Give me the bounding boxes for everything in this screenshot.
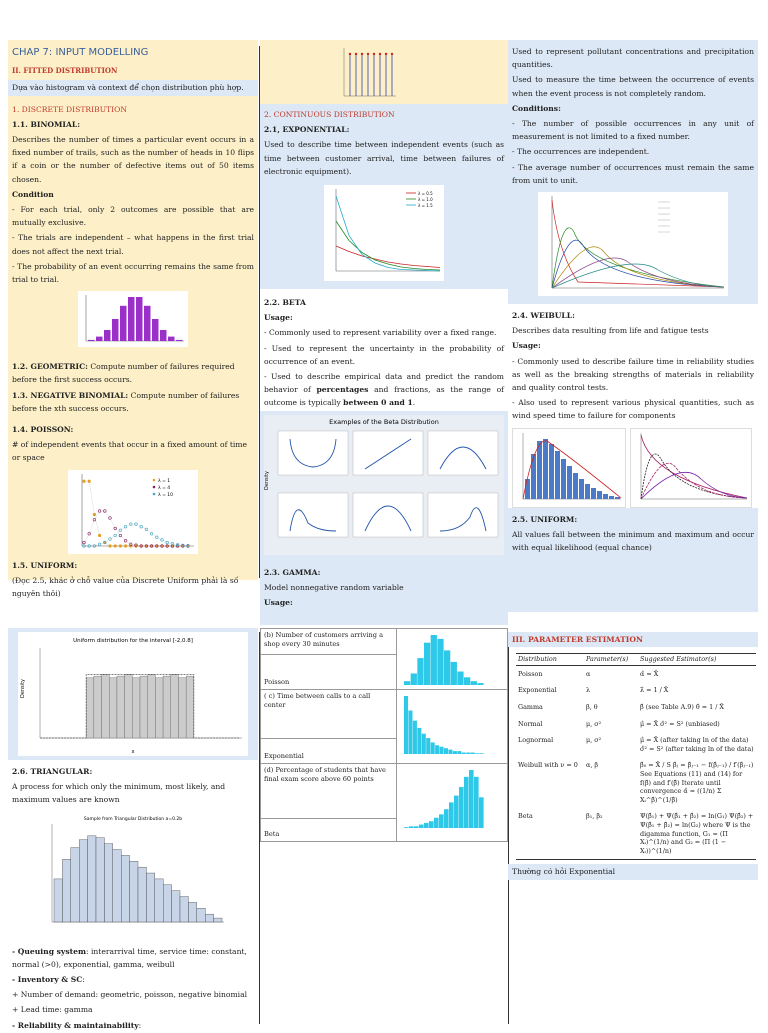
weibull-usage: Usage: — [512, 341, 541, 351]
poisson-chart — [68, 470, 198, 554]
gamma-cond-2: - The occurrences are independent. — [512, 147, 650, 157]
beta-hist — [400, 766, 490, 830]
estimator-row — [516, 665, 756, 682]
example-hist-bar — [417, 658, 423, 685]
binomial-heading: 1.1. BINOMIAL: — [12, 119, 81, 129]
triangular-bar — [130, 861, 138, 922]
example-hist-bar — [457, 672, 463, 685]
uniform-bar — [125, 675, 133, 738]
weibull-bar — [525, 479, 530, 499]
example-hist-bar — [469, 770, 474, 828]
estimator-cell-e: α̂ = X̄ — [640, 669, 659, 678]
estimator-cell-p: β, θ — [586, 702, 598, 711]
poisson-legend-label: λ = 10 — [158, 492, 174, 498]
gamma-cond-3: - The average number of occurrences must remain the same from unit to unit. — [512, 162, 754, 185]
exp-heading: 2.1, EXPONENTIAL: — [264, 125, 350, 135]
triangular-bar — [163, 884, 171, 921]
binomial-desc: Describes the number of times a particular event occurs in a fixed number of trails, such as the number of heads in 10 flips if a coin or the number of defective items out of 50 items chosen. — [12, 135, 254, 184]
column-3 — [508, 40, 758, 580]
weibull-bar — [579, 479, 584, 499]
example-hist-bar — [424, 823, 429, 828]
example-hist-bar — [444, 809, 449, 828]
example-hist-bar — [422, 734, 426, 754]
estimator-cell-d: Beta — [518, 812, 533, 821]
example-hist-bar — [471, 753, 475, 754]
estimator-row — [516, 808, 756, 859]
geometric-heading: 1.2. GEOMETRIC: — [12, 362, 88, 372]
uniform-bar — [178, 678, 186, 738]
uniform-bar — [155, 678, 163, 738]
triangular-bar — [71, 847, 79, 921]
example-hist-bar — [413, 721, 417, 754]
example-hist-bar — [464, 777, 469, 828]
page-1 — [0, 40, 768, 608]
example-hist-bar — [411, 673, 417, 685]
uniform-heading: 2.5. UNIFORM: — [512, 514, 578, 524]
estimator-row — [516, 732, 756, 757]
gamma-text: Model nonnegative random variable — [264, 582, 404, 592]
triangular-bar — [54, 879, 62, 922]
example-d-answer: Beta — [261, 819, 397, 842]
geometric-text: Compute number of failures required before the first success occurs. — [12, 362, 235, 385]
hdr-parameters: Parameter(s) — [586, 655, 629, 664]
example-hist-bar — [444, 650, 450, 685]
example-hist-bar — [479, 753, 483, 754]
poisson-hist — [400, 631, 490, 687]
beta-2: - Used to represent the uncertainty in the probability of occurrence of an event. — [264, 343, 504, 366]
binomial-bar — [96, 337, 103, 341]
uniform-bar — [117, 676, 125, 738]
weibull-bar — [567, 466, 572, 499]
poisson-legend-label: λ = 4 — [158, 485, 171, 491]
cond-3: - The probability of an event occurring remains the same from trial to trial. — [12, 261, 254, 285]
beta-ylabel: Density — [264, 470, 270, 490]
binomial-bar — [144, 306, 151, 341]
triangular-bar — [155, 879, 163, 922]
triangular-bar — [172, 890, 180, 921]
poisson-point — [114, 534, 117, 537]
triangular-bar — [197, 908, 205, 922]
triangular-chart-title: Sample from Triangular Distribution a=0.2b — [83, 816, 183, 822]
uniform-bar — [132, 678, 140, 738]
negbin-text: Compute number of failures before the xth success occurs. — [12, 390, 240, 413]
gamma-usage: Usage: — [264, 598, 293, 608]
triangular-bar — [96, 837, 104, 921]
poisson-point — [109, 537, 112, 540]
uniform-discrete-text: (Đọc 2.5, khác ở chỗ value của Discrete Uniform phải là số nguyên thôi) — [12, 575, 239, 599]
estimator-cell-e: λ̂ = 1 / X̄ — [640, 686, 669, 695]
example-hist-bar — [419, 825, 424, 828]
uniform-bar — [163, 676, 171, 738]
estimator-cell-d: Weibull with ν = 0 — [518, 761, 578, 770]
example-hist-bar — [457, 751, 461, 754]
example-c: ( c) Time between calls to a call center — [261, 690, 397, 739]
binomial-bar — [112, 319, 119, 341]
example-hist-bar — [426, 738, 430, 754]
triangular-bar — [146, 873, 154, 922]
example-hist-bar — [417, 728, 421, 754]
binomial-bar — [176, 340, 183, 341]
beta-examples-chart — [264, 415, 504, 555]
poisson-text: # of independent events that occur in a fixed amount of time or space — [12, 440, 247, 463]
estimator-cell-d: Normal — [518, 719, 543, 728]
beta-1: - Commonly used to represent variability over a fixed range. — [264, 328, 497, 338]
uniform-xlabel: x — [131, 749, 135, 755]
example-hist-bar — [431, 635, 437, 685]
example-hist-bar — [408, 711, 412, 755]
triangular-bar — [138, 867, 146, 922]
uniform-chart-title: Uniform distribution for the interval [-2,0.8] — [73, 638, 193, 644]
example-hist-bar — [439, 747, 443, 754]
exponential-legend-label: λ = 0.5 — [418, 191, 433, 197]
weibull-bar — [543, 439, 548, 499]
section-continuous: 2. CONTINUOUS DISTRIBUTION — [264, 110, 395, 119]
example-hist-bar — [439, 814, 444, 828]
poisson-legend-marker — [153, 492, 156, 495]
poisson-point — [124, 539, 127, 542]
uniform-bar — [86, 678, 94, 738]
weibull-bar — [561, 459, 566, 499]
triangular-heading: 2.6. TRIANGULAR: — [12, 767, 93, 776]
poisson-point — [156, 536, 159, 539]
uniform-text: All values fall between the minimum and maximum and occur with equal likelihood (equal chance) — [512, 529, 754, 553]
weibull-histogram — [512, 428, 626, 508]
uniform-bar — [140, 676, 148, 738]
example-hist-bar — [404, 827, 409, 828]
fitted-note: Dựa vào histogram và context để chọn distribution phù hợp. — [12, 83, 244, 93]
gamma-chart — [538, 192, 728, 296]
weibull-bar — [549, 444, 554, 499]
estimator-cell-e: β̂₀ = X̄ / S β̂ⱼ = β̂ⱼ₋₁ − f(β̂ⱼ₋₁) / f′(β̂ⱼ₋₁) See Equations (11) and (14) for f(β̂) and f′(β̂) Iterate until convergence α̂ = ((1/n) Σ Xᵢ^β̂)^(1/β̂) — [640, 761, 754, 804]
weibull-bar — [615, 497, 620, 499]
binomial-bar — [152, 319, 159, 341]
example-d: (d) Percentage of students that have final exam score above 60 points — [261, 764, 397, 819]
example-hist-bar — [409, 826, 414, 828]
uniform-bar — [186, 676, 194, 738]
cond-1: - For each trial, only 2 outcomes are possible that are mutually exclusive. — [12, 205, 254, 228]
binomial-bar — [120, 306, 127, 341]
exponential-legend-label: λ = 1.5 — [418, 203, 433, 209]
discrete-uniform-chart — [338, 44, 398, 102]
example-hist-bar — [454, 796, 459, 828]
binomial-bar — [88, 340, 95, 341]
example-hist-bar — [449, 802, 454, 828]
example-hist-bar — [475, 753, 479, 754]
queuing-label: - Queuing system — [12, 946, 86, 956]
p2-column-3 — [508, 628, 758, 1024]
exponential-hist — [400, 692, 490, 756]
triangular-bar — [205, 914, 213, 922]
example-hist-bar — [464, 677, 470, 685]
triangular-text: A process for which only the minimum, most likely, and maximum values are known — [12, 782, 226, 805]
weibull-bar — [597, 491, 602, 499]
weibull-bar — [585, 484, 590, 499]
section-param-est: III. PARAMETER ESTIMATION — [512, 635, 643, 644]
weibull-bar — [531, 454, 536, 499]
example-hist-bar — [466, 753, 470, 754]
weibull-bar — [537, 441, 542, 499]
example-hist-bar — [404, 696, 408, 754]
weibull-heading: 2.4. WEIBULL: — [512, 311, 575, 321]
estimator-cell-e: Ψ(β̂₁) + Ψ(β̂₁ + β̂₂) = ln(G₁) Ψ(β̂₂) + Ψ(β̂₁ + β̂₂) = ln(G₂) where Ψ is the digamma function, G₁ = (Π Xᵢ)^(1/n) and G₂ = (Π (1 − Xᵢ))^(1/n) — [640, 812, 754, 855]
triangular-bar — [180, 896, 188, 921]
example-hist-bar — [451, 662, 457, 685]
triangular-bar — [62, 859, 70, 922]
uniform-bar — [102, 675, 110, 738]
estimator-cell-d: Exponential — [518, 686, 557, 695]
example-hist-bar — [448, 750, 452, 754]
estimator-cell-p: λ — [586, 686, 591, 695]
weibull-pdf-chart — [630, 428, 752, 508]
column-1 — [8, 40, 258, 599]
condition-heading: Condition — [12, 189, 54, 199]
example-hist-bar — [414, 826, 419, 828]
example-b: (b) Number of customers arriving a shop every 30 minutes — [261, 629, 397, 655]
estimator-row — [516, 757, 756, 808]
triangular-bar — [188, 902, 196, 922]
param-note: Thường có hỏi Exponential — [512, 867, 616, 877]
example-hist-bar — [431, 742, 435, 754]
weibull-2: - Also used to represent various physical quantities, such as wind speed time to failure for components — [512, 398, 754, 421]
weibull-bar — [573, 473, 578, 499]
inventory-label: - Inventory & SC — [12, 975, 83, 985]
gamma-heading: 2.3. GAMMA: — [264, 567, 321, 577]
poisson-heading: 1.4. POISSON: — [12, 425, 74, 435]
binomial-bar — [168, 337, 175, 341]
beta-fig-title: Examples of the Beta Distribution — [329, 417, 439, 426]
weibull-1: - Commonly used to describe failure time in reliability studies as well as the breaking strengths of materials in reliability and quality control tests. — [512, 356, 754, 393]
estimator-cell-d: Lognormal — [518, 736, 554, 745]
beta-3: - Used to describe empirical data and predict the random behavior of percentages and fractions, as the range of outcome is typically between 0 and 1. — [264, 372, 504, 408]
example-hist-bar — [474, 777, 479, 828]
weibull-bar — [609, 496, 614, 499]
poisson-point — [161, 538, 164, 541]
gamma-use-2: Used to measure the time between the occurrence of events when the event process is not completely random. — [512, 75, 754, 98]
column-2 — [260, 40, 508, 608]
beta-usage: Usage: — [264, 313, 293, 323]
queuing-text: : interarrival time, service time: constant, normal (>0), exponential, gamma, weibull — [12, 946, 247, 969]
example-hist-bar — [453, 751, 457, 754]
estimator-cell-p: μ, σ² — [586, 736, 602, 745]
hdr-distribution: Distribution — [518, 655, 557, 664]
binomial-bar — [160, 330, 167, 341]
estimator-cell-e: μ̂ = X̄ (after taking ln of the data) σ̂² = S² (after taking ln of the data) — [640, 736, 754, 753]
exponential-chart — [324, 185, 444, 281]
example-hist-bar — [477, 683, 483, 685]
example-hist-bar — [462, 753, 466, 754]
chapter-title: CHAP 7: INPUT MODELLING — [12, 47, 149, 58]
example-hist-bar — [479, 797, 484, 828]
poisson-point — [109, 516, 112, 519]
uniform-bar — [94, 676, 102, 738]
gamma-use-1: Used to represent pollutant concentrations and precipitation quantities. — [512, 47, 754, 70]
estimator-cell-e: μ̂ = X̄ σ̂² = S² (unbiased) — [640, 719, 720, 728]
estimator-cell-d: Gamma — [518, 702, 543, 711]
triangular-bar — [104, 843, 112, 921]
estimator-cell-p: α — [586, 669, 591, 678]
example-hist-bar — [444, 748, 448, 754]
example-hist-bar — [434, 818, 439, 828]
uniform-discrete-heading: 1.5. UNIFORM: — [12, 560, 78, 570]
weibull-bar — [555, 451, 560, 499]
p2-column-1: Uniform distribution for the interval [-2,0.8] Density x 2.6. TRIANGULAR: A process for which only the minimum, most likely, and maximum values are known Sample from Triangular Distribution a=0.2b - Queuing system: interarrival time, service time: constant, normal (>0), exponential, gamma, weibull - Inventory & SC: + Number of demand: geometric, poisson, negative binomial + Lead time: gamma - Reliability & maintainability: — [8, 628, 258, 1024]
uniform-chart — [18, 632, 248, 756]
weibull-text: Describes data resulting from life and fatigue tests — [512, 326, 709, 336]
weibull-bar — [591, 488, 596, 499]
cond-2: - The trials are independent – what happens in the first trial does not affect the next trial. — [12, 233, 254, 256]
estimator-cell-e: β̂ (see Table A.9) θ̂ = 1 / X̄ — [640, 702, 724, 711]
beta-heading: 2.2. BETA — [264, 298, 306, 308]
poisson-legend-marker — [153, 478, 156, 481]
inventory-leadtime: + Lead time: gamma — [12, 1005, 93, 1015]
uniform-bar — [109, 678, 117, 738]
example-hist-bar — [424, 643, 430, 685]
example-hist-bar — [429, 821, 434, 828]
poisson-point — [93, 518, 96, 521]
section-fitted: II. FITTED DISTRIBUTION — [12, 66, 118, 76]
uniform-bar — [171, 675, 179, 738]
triangular-chart — [38, 812, 228, 930]
triangular-bar — [214, 918, 222, 922]
poisson-point — [150, 532, 153, 535]
inventory-demand: + Number of demand: geometric, poisson, negative binomial — [12, 990, 248, 1000]
example-b-answer: Poisson — [261, 655, 397, 690]
example-hist-bar — [404, 681, 410, 685]
triangular-bar — [88, 835, 96, 921]
exponential-legend-label: λ = 1.0 — [418, 197, 433, 203]
reliability-label: - Reliability & maintainability — [12, 1020, 139, 1030]
hdr-estimators: Suggested Estimator(s) — [640, 655, 717, 664]
estimator-cell-p: α, β — [586, 761, 599, 770]
poisson-line — [84, 511, 188, 546]
estimator-row — [516, 699, 756, 716]
poisson-point — [98, 543, 101, 546]
exp-text: Used to describe time between independent events (such as time between customer arrival, time between failures of electronic equipment). — [264, 140, 504, 176]
poisson-legend-marker — [153, 485, 156, 488]
example-hist-bar — [437, 639, 443, 685]
p2-column-2 — [260, 628, 508, 1024]
exponential-line — [336, 221, 440, 270]
estimator-cell-p: β₁, β₂ — [586, 812, 603, 821]
example-hist-bar — [435, 745, 439, 754]
estimator-cell-d: Poisson — [518, 669, 543, 678]
poisson-legend-label: λ = 1 — [158, 478, 171, 484]
triangular-bar — [79, 839, 87, 921]
poisson-point — [124, 525, 127, 528]
section-discrete: 1. DISCRETE DISTRIBUTION — [12, 104, 128, 114]
estimator-row — [516, 682, 756, 699]
negbin-heading: 1.3. NEGATIVE BINOMIAL: — [12, 390, 129, 400]
estimator-cell-p: μ, σ² — [586, 719, 602, 728]
uniform-ylabel: Density — [20, 678, 26, 698]
example-hist-bar — [471, 681, 477, 685]
gamma-conditions-heading: Conditions: — [512, 103, 561, 113]
binomial-bar — [128, 297, 135, 341]
estimator-table — [516, 653, 756, 860]
estimator-row — [516, 716, 756, 733]
gamma-cond-1: - The number of possible occurrences in any unit of measurement is not limited to a fixed number. — [512, 119, 754, 142]
page-2 — [0, 628, 768, 1030]
binomial-bar — [136, 297, 143, 341]
triangular-bar — [113, 849, 121, 921]
weibull-bar — [603, 494, 608, 499]
example-c-answer: Exponential — [261, 739, 397, 764]
triangular-bar — [121, 855, 129, 922]
uniform-bar — [148, 675, 156, 738]
binomial-chart — [78, 291, 188, 347]
binomial-bar — [104, 330, 111, 341]
distribution-examples-table — [260, 628, 508, 842]
example-hist-bar — [459, 787, 464, 828]
